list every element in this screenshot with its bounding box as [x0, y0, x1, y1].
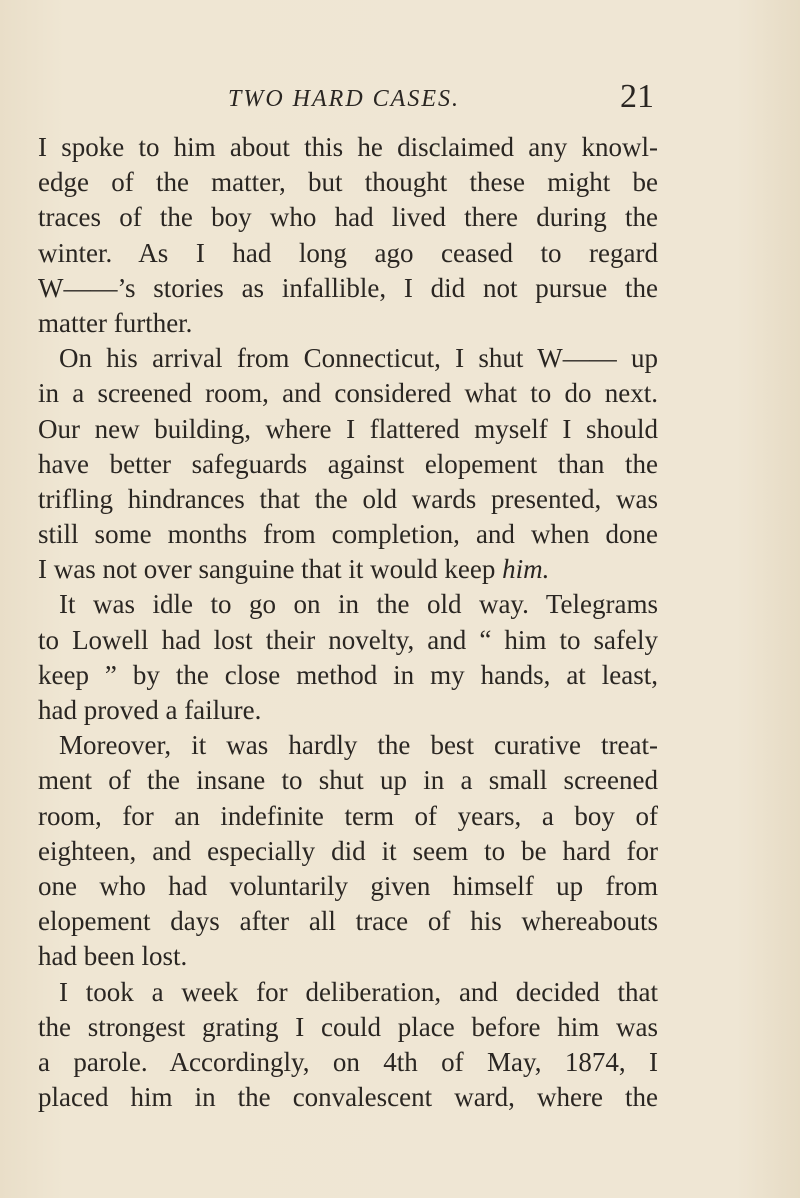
text-line: W——’s stories as infallible, I did not pursue the: [38, 272, 658, 303]
text-line: room, for an indefinite term of years, a boy of: [38, 800, 658, 831]
text-line: trifling hindrances that the old wards presented, was: [38, 483, 658, 514]
body-text: [38, 130, 658, 1115]
text-line: Our new building, where I flattered myself I should: [38, 413, 658, 444]
text-line: to Lowell had lost their novelty, and “ him to safely: [38, 624, 658, 655]
text-line: Moreover, it was hardly the best curative treat-: [59, 730, 658, 761]
text-line: It was idle to go on in the old way. Telegrams: [59, 589, 658, 620]
page-number: 21: [620, 78, 654, 115]
text-line: matter further.: [38, 307, 193, 338]
text-line: have better safeguards against elopement than the: [38, 448, 658, 479]
running-title: TWO HARD CASES.: [228, 86, 460, 112]
text-line: keep ” by the close method in my hands, at least,: [38, 659, 658, 690]
text-line: traces of the boy who had lived there during the: [38, 202, 658, 233]
text-line: winter. As I had long ago ceased to regard: [38, 237, 658, 268]
italic-word: him.: [502, 554, 550, 585]
text-line-part: I was not over sanguine that it would keep: [38, 554, 503, 585]
text-line: in a screened room, and considered what to do next.: [38, 378, 658, 409]
running-head: [0, 80, 800, 120]
text-line: I took a week for deliberation, and decided that: [59, 976, 658, 1007]
text-line: eighteen, and especially did it seem to be hard for: [38, 835, 658, 866]
text-line: ment of the insane to shut up in a small screened: [38, 765, 658, 796]
text-line: still some months from completion, and when done: [38, 519, 658, 550]
text-line: one who had voluntarily given himself up from: [38, 870, 658, 901]
text-line: placed him in the convalescent ward, where the: [38, 1082, 658, 1113]
text-line: elopement days after all trace of his whereabouts: [38, 906, 658, 937]
text-line: a parole. Accordingly, on 4th of May, 1874, I: [38, 1046, 658, 1077]
text-line: the strongest grating I could place before him was: [38, 1011, 658, 1042]
text-line: On his arrival from Connecticut, I shut W—— up: [59, 343, 658, 374]
text-line: [38, 552, 658, 587]
text-line: edge of the matter, but thought these might be: [38, 167, 658, 198]
text-line: had been lost.: [38, 941, 188, 972]
text-line: I spoke to him about this he disclaimed any knowl-: [38, 132, 658, 162]
text-line: had proved a failure.: [38, 695, 262, 725]
